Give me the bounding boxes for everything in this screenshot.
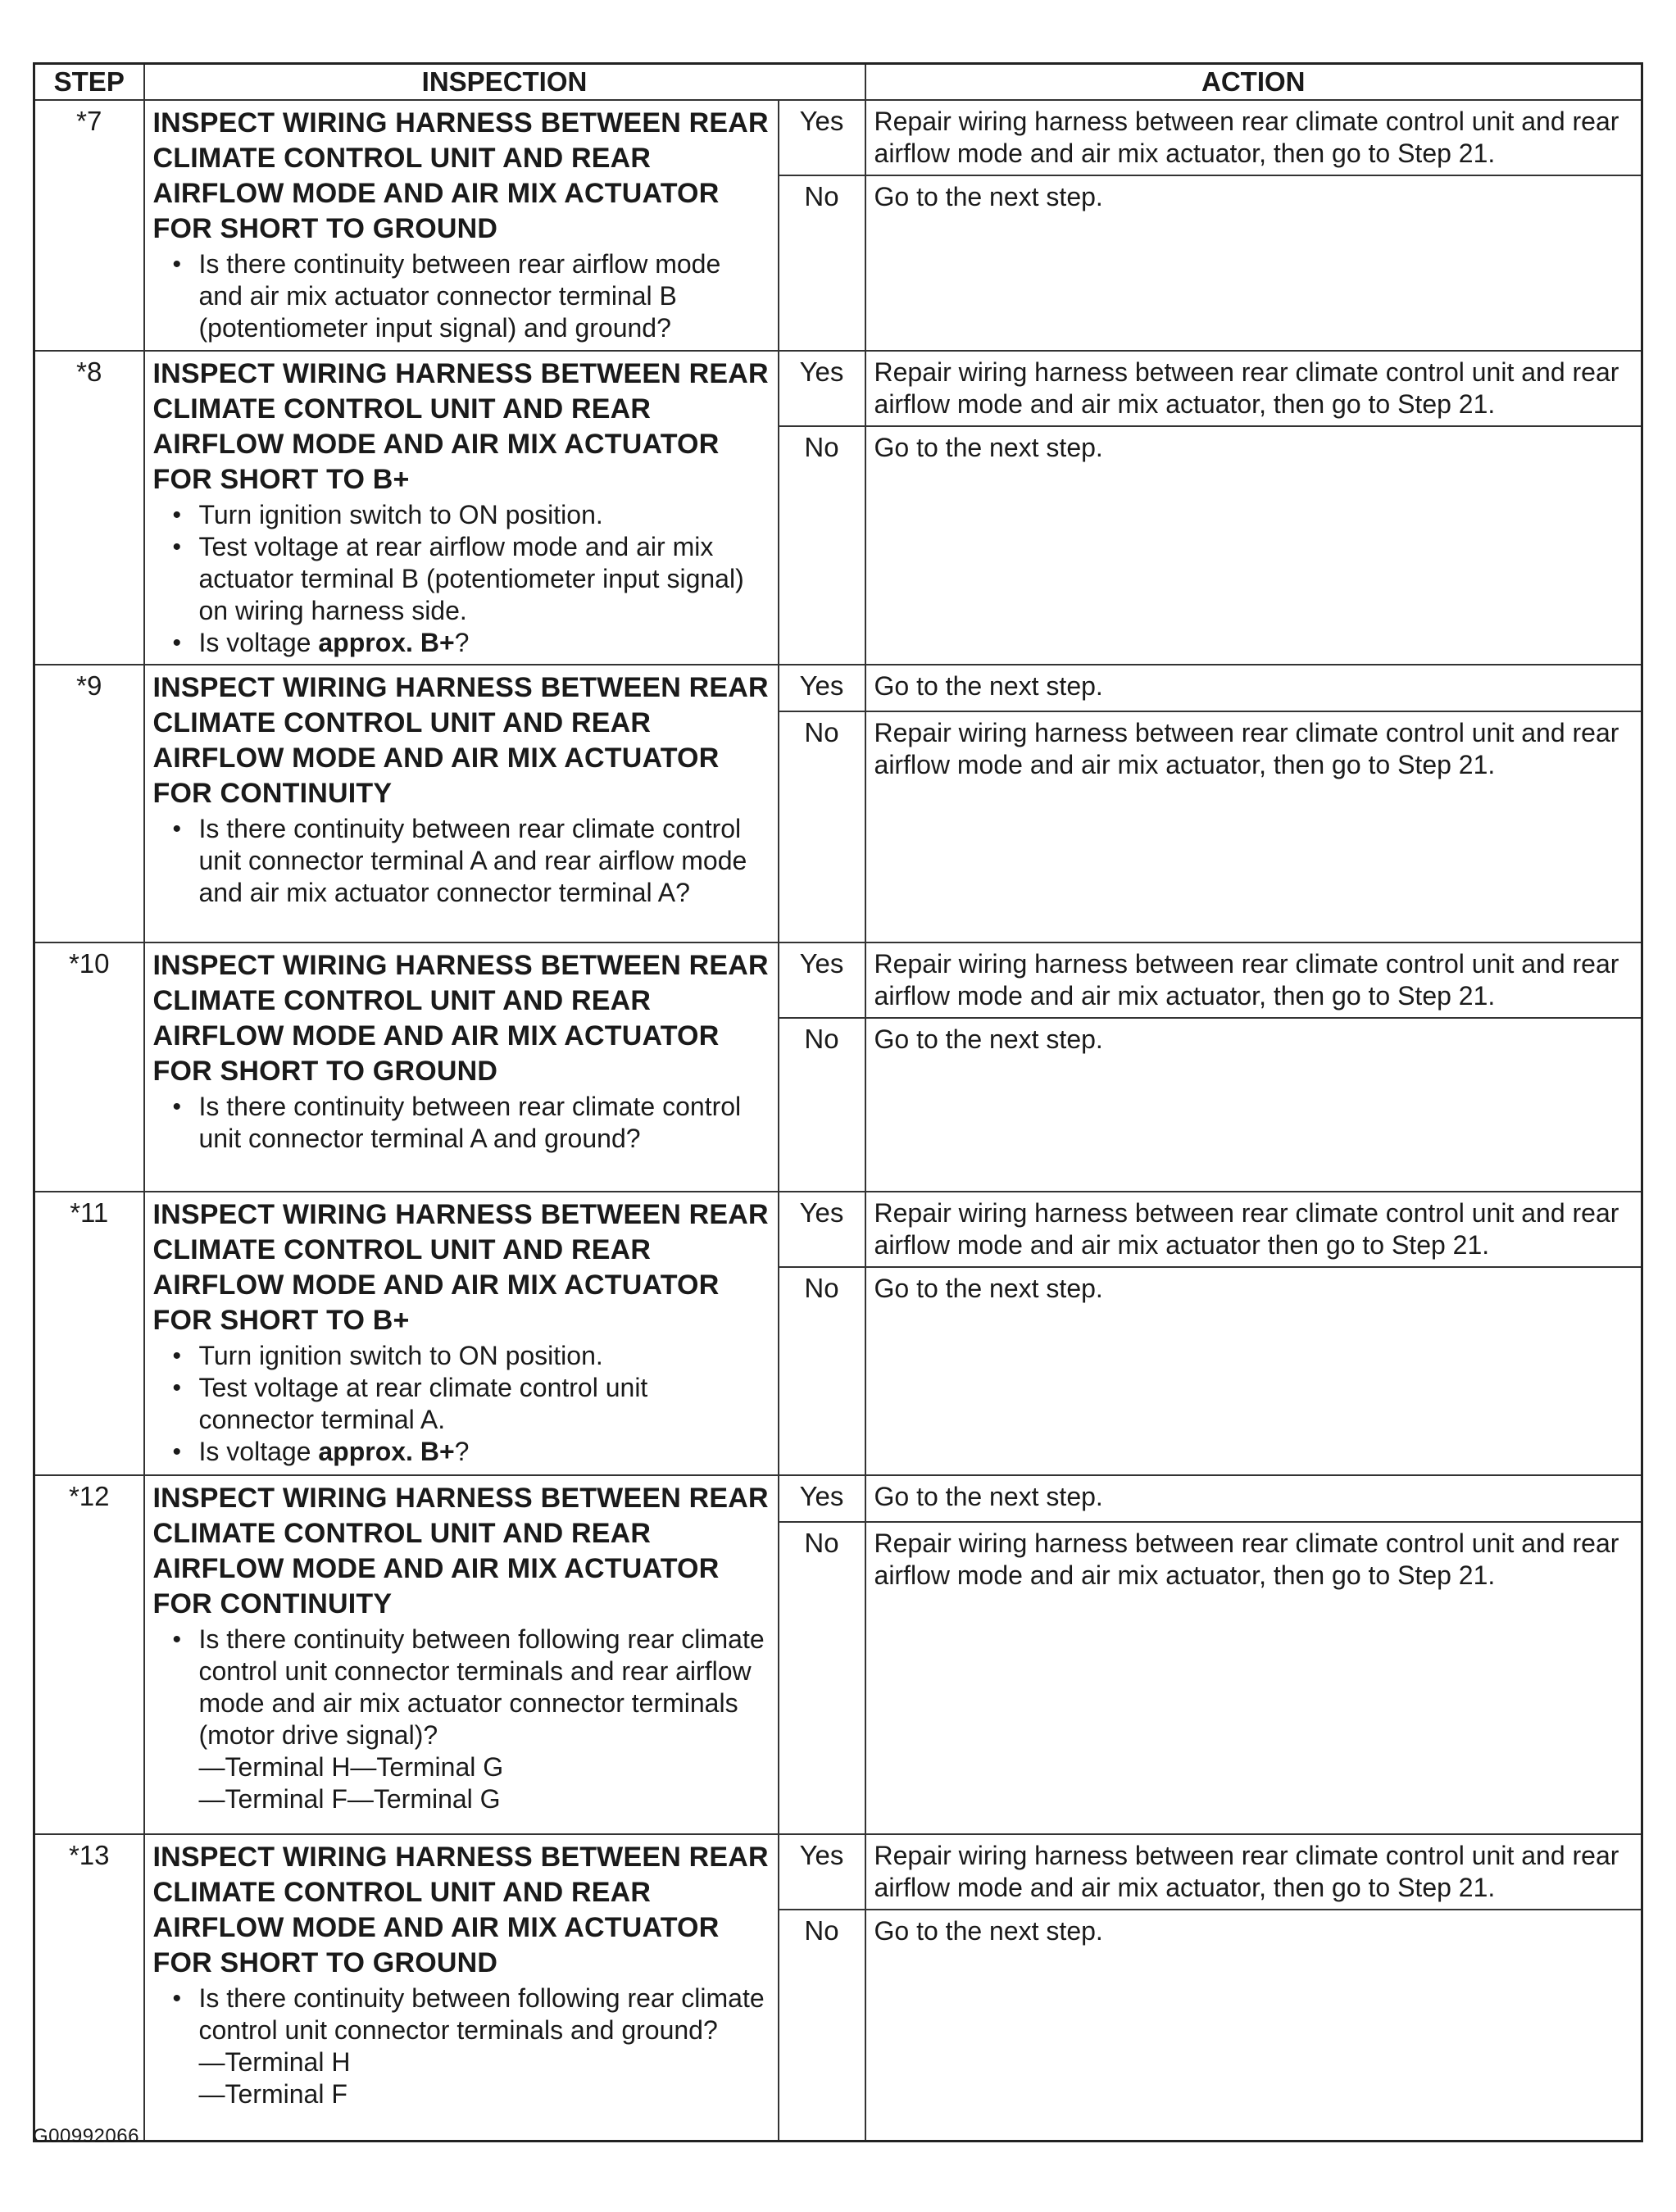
inspection-cell — [144, 1475, 779, 1834]
step-number: *12 — [34, 1475, 144, 1834]
inspection-bullet: • Is there continuity between following rear climate control unit connector terminals and ground? — [199, 1983, 770, 2046]
no-action: Repair wiring harness between rear climate control unit and rear airflow mode and air mix actuator, then go to Step 21. — [865, 711, 1642, 942]
terminal-item: —Terminal F—Terminal G — [198, 1784, 501, 1814]
yes-action: Repair wiring harness between rear climate control unit and rear airflow mode and air mix actuator, then go to Step 21. — [865, 100, 1642, 175]
terminal-item: —Terminal F — [198, 2079, 347, 2109]
inspection-cell — [144, 942, 779, 1192]
yes-label: Yes — [779, 1475, 865, 1522]
terminal-item: —Terminal H — [198, 2047, 351, 2077]
table-body — [34, 100, 1642, 2141]
yes-action: Repair wiring harness between rear climate control unit and rear airflow mode and air mix actuator, then go to Step 21. — [865, 1834, 1642, 1910]
step-number: *13 — [34, 1834, 144, 2141]
no-label: No — [779, 1018, 865, 1192]
inspection-bullet: • Turn ignition switch to ON position. — [199, 1340, 770, 1372]
inspection-bullets — [153, 499, 770, 659]
table-row — [34, 1834, 1642, 1910]
table-header-row — [34, 64, 1642, 101]
yes-action: Go to the next step. — [865, 1475, 1642, 1522]
inspection-bullet — [199, 627, 770, 659]
inspection-title: INSPECT WIRING HARNESS BETWEEN REAR CLIMATE CONTROL UNIT AND REAR AIRFLOW MODE AND AIR MIX ACTUATOR FOR SHORT TO B+ — [152, 1199, 769, 1336]
inspection-bullet: • Is there continuity between rear climate control unit connector terminal A and ground? — [199, 1091, 770, 1155]
yes-action: Repair wiring harness between rear climate control unit and rear airflow mode and air mix actuator, then go to Step 21. — [865, 942, 1642, 1018]
terminal-item: —Terminal H—Terminal G — [198, 1752, 504, 1782]
inspection-bullets — [153, 1091, 770, 1155]
no-action: Repair wiring harness between rear climate control unit and rear airflow mode and air mix actuator, then go to Step 21. — [865, 1522, 1642, 1834]
no-action: Go to the next step. — [865, 1910, 1642, 2141]
inspection-bullet: • Is there continuity between rear airflow mode and air mix actuator connector terminal B (potentiometer input signal) and ground? — [199, 248, 770, 344]
inspection-bullets — [153, 248, 770, 344]
step-number: *9 — [34, 665, 144, 942]
inspection-cell — [144, 351, 779, 665]
inspection-title: INSPECT WIRING HARNESS BETWEEN REAR CLIMATE CONTROL UNIT AND REAR AIRFLOW MODE AND AIR MIX ACTUATOR FOR SHORT TO B+ — [152, 358, 769, 495]
yes-label: Yes — [779, 1192, 865, 1267]
step-number: *8 — [34, 351, 144, 665]
yes-label: Yes — [779, 351, 865, 426]
yes-action: Repair wiring harness between rear climate control unit and rear airflow mode and air mix actuator then go to Step 21. — [865, 1192, 1642, 1267]
yes-action: Go to the next step. — [865, 665, 1642, 711]
no-label: No — [779, 1910, 865, 2141]
table-row — [34, 665, 1642, 711]
inspection-bullets — [153, 1340, 770, 1468]
bullet-emphasis: approx. B+ — [318, 628, 455, 657]
inspection-bullets — [153, 813, 770, 909]
inspection-bullet — [199, 1436, 770, 1468]
no-action: Go to the next step. — [865, 426, 1642, 665]
step-number: *11 — [34, 1192, 144, 1475]
inspection-bullet: • Test voltage at rear airflow mode and air mix actuator terminal B (potentiometer input signal) on wiring harness side. — [199, 531, 770, 627]
inspection-cell — [144, 1192, 779, 1475]
yes-label: Yes — [779, 942, 865, 1018]
inspection-title: INSPECT WIRING HARNESS BETWEEN REAR CLIMATE CONTROL UNIT AND REAR AIRFLOW MODE AND AIR MIX ACTUATOR FOR SHORT TO GROUND — [152, 107, 769, 244]
header-step: STEP — [34, 64, 144, 101]
inspection-cell — [144, 100, 779, 351]
yes-label: Yes — [779, 665, 865, 711]
no-action: Go to the next step. — [865, 175, 1642, 351]
inspection-title: INSPECT WIRING HARNESS BETWEEN REAR CLIMATE CONTROL UNIT AND REAR AIRFLOW MODE AND AIR MIX ACTUATOR FOR CONTINUITY — [152, 1483, 769, 1619]
no-label: No — [779, 1522, 865, 1834]
inspection-bullet: • Turn ignition switch to ON position. — [199, 499, 770, 531]
header-action: ACTION — [865, 64, 1642, 101]
bullet-emphasis: approx. B+ — [318, 1437, 455, 1466]
table-row — [34, 942, 1642, 1018]
inspection-bullet: • Is there continuity between rear climate control unit connector terminal A and rear airflow mode and air mix actuator connector terminal A? — [199, 813, 770, 909]
diagnostic-steps-table — [33, 62, 1643, 2142]
inspection-bullets — [153, 1624, 770, 1751]
inspection-title: INSPECT WIRING HARNESS BETWEEN REAR CLIMATE CONTROL UNIT AND REAR AIRFLOW MODE AND AIR MIX ACTUATOR FOR SHORT TO GROUND — [152, 950, 769, 1087]
table-row — [34, 351, 1642, 426]
no-action: Go to the next step. — [865, 1267, 1642, 1475]
inspection-cell — [144, 1834, 779, 2141]
yes-action: Repair wiring harness between rear climate control unit and rear airflow mode and air mix actuator, then go to Step 21. — [865, 351, 1642, 426]
no-action: Go to the next step. — [865, 1018, 1642, 1192]
step-number: *10 — [34, 942, 144, 1192]
no-label: No — [779, 711, 865, 942]
no-label: No — [779, 426, 865, 665]
bullet-text: ? — [454, 1437, 470, 1466]
header-inspection: INSPECTION — [144, 64, 865, 101]
inspection-title: INSPECT WIRING HARNESS BETWEEN REAR CLIMATE CONTROL UNIT AND REAR AIRFLOW MODE AND AIR MIX ACTUATOR FOR CONTINUITY — [152, 672, 769, 809]
bullet-text: Is voltage — [198, 628, 319, 657]
inspection-title: INSPECT WIRING HARNESS BETWEEN REAR CLIMATE CONTROL UNIT AND REAR AIRFLOW MODE AND AIR MIX ACTUATOR FOR SHORT TO GROUND — [152, 1842, 769, 1978]
yes-label: Yes — [779, 100, 865, 175]
bullet-text: ? — [454, 628, 470, 657]
table-row — [34, 1475, 1642, 1522]
step-number: *7 — [34, 100, 144, 351]
table-row — [34, 1192, 1642, 1267]
no-label: No — [779, 1267, 865, 1475]
inspection-cell — [144, 665, 779, 942]
figure-code: G00992066 — [33, 2125, 139, 2147]
table-row — [34, 100, 1642, 175]
inspection-bullet: • Is there continuity between following rear climate control unit connector terminals and rear airflow mode and air mix actuator connector terminals (motor drive signal)? — [199, 1624, 770, 1751]
inspection-bullets — [153, 1983, 770, 2046]
yes-label: Yes — [779, 1834, 865, 1910]
bullet-text: Is voltage — [198, 1437, 319, 1466]
no-label: No — [779, 175, 865, 351]
inspection-bullet: • Test voltage at rear climate control unit connector terminal A. — [199, 1372, 770, 1436]
